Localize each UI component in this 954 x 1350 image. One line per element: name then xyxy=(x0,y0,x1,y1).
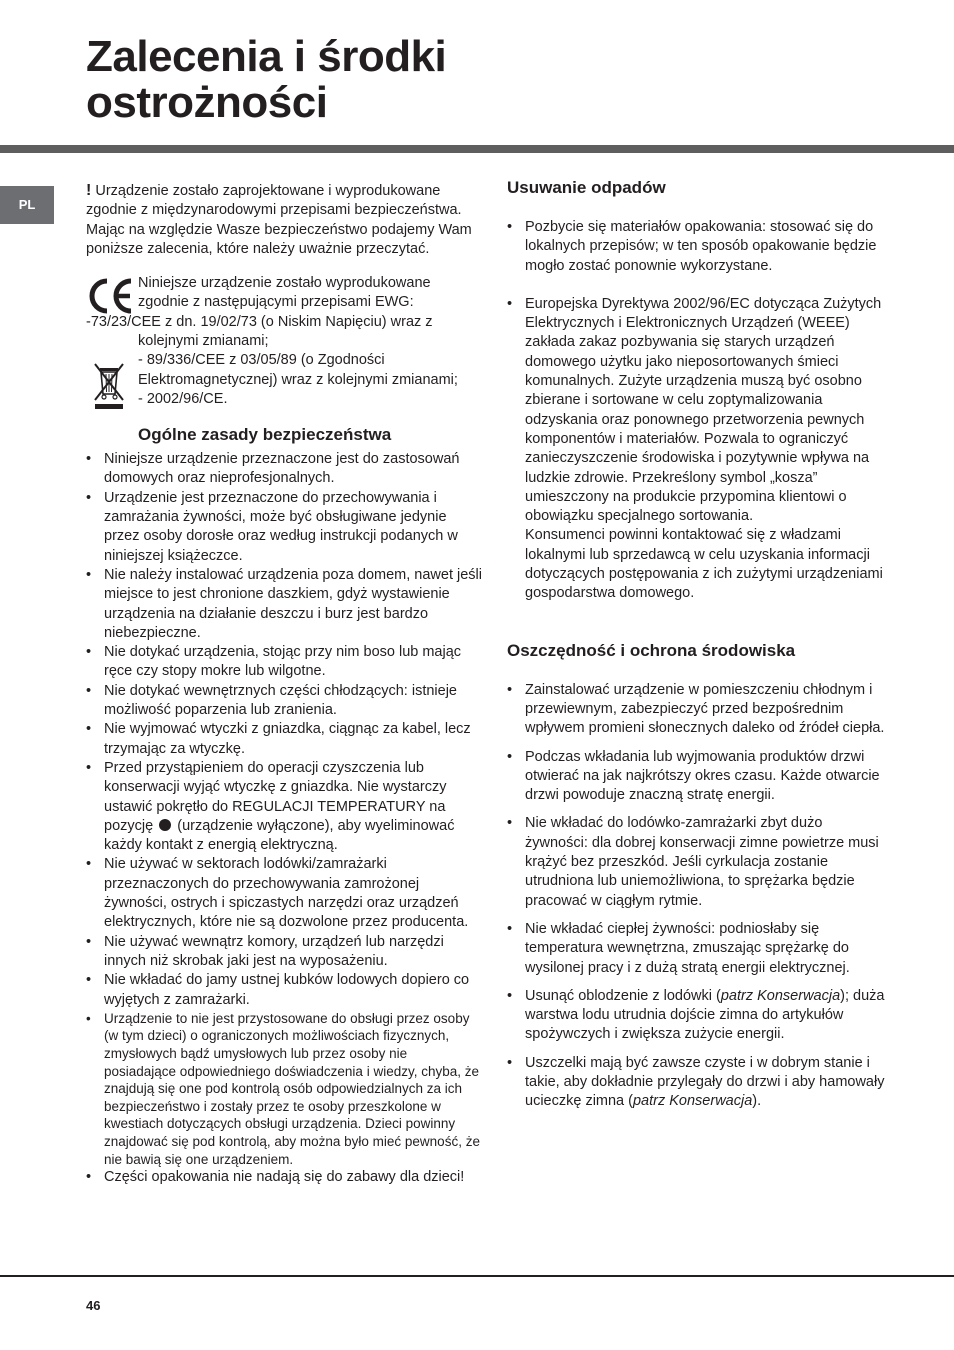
list-item xyxy=(507,1054,887,1112)
warning-mark: ! xyxy=(86,182,92,199)
compliance-line: zgodnie z następującymi przepisami EWG: xyxy=(138,294,414,311)
list-item-text: ). xyxy=(752,1093,762,1110)
list-item-text: Przed przystąpieniem do operacji czyszczenia lub konserwacji wyjąć wtyczkę z gniazdka. Nie wystarczy ustawić pokrętło do REGULACJI TEMPERATURY na pozycję xyxy=(104,759,447,834)
list-item: • Nie używać w sektorach lodówki/zamrażarki przeznaczonych do przechowywania zamrożonej żywności, ostrych i spiczastych narzędzi oraz urządzeń elektrycznych, które nie są dozwolone przez producenta. xyxy=(86,855,482,932)
list-item-text: Europejska Dyrektywa 2002/96/EC dotycząca Zużytych Elektrycznych i Elektronicznych Urządzeń (WEEE) zakłada zakaz pozbywania się starych urządzeń domowego użytku jako nieposortowanych śmieci komunalnych. Zużyte urządzenia muszą być osobno zbierane i sortowane w celu zoptymalizowania odzyskania oraz ponownego przetworzenia pewnych komponentów i materiałów. Pozwala to ograniczyć zanieczyszczenie środowiska i pozytywnie wpływa na ludzkie zdrowie. Przekreślony symbol „kosza” umieszczony na produkcie przypomina klientowi o obowiązku specjalnego sortowania. xyxy=(525,295,882,525)
compliance-line: -73/23/CEE z dn. 19/02/73 (o Niskim Napięciu) wraz z xyxy=(86,313,433,330)
cross-reference: patrz Konserwacja xyxy=(720,987,841,1004)
list-item: • Nie wkładać do lodówko-zamrażarki zbyt dużo żywności: dla dobrej konserwacji zimne powietrze musi krążyć bez przeszkód. Jeśli cyrkulacja zostanie utrudniona lub uniemożliwiona, to sprężarka będzie pracować w ciągłym rytmie. xyxy=(507,814,887,910)
list-item: • Podczas wkładania lub wyjmowania produktów drzwi otwierać na jak najkrótszy okres czasu. Każde otwarcie drzwi powoduje znaczną stratę energii. xyxy=(507,748,887,806)
header-divider xyxy=(0,145,954,153)
compliance-text xyxy=(86,274,482,409)
list-item xyxy=(507,295,887,604)
list-item: • Nie należy instalować urządzenia poza domem, nawet jeśli miejsce to jest chronione daszkiem, gdyż wystawienie urządzenia na działanie deszczu i burz jest bardzo niebezpieczne. xyxy=(86,566,482,643)
list-item xyxy=(507,987,887,1045)
page-number: 46 xyxy=(86,1298,101,1313)
off-position-icon xyxy=(159,819,171,831)
cross-reference: patrz Konserwacja xyxy=(632,1093,753,1110)
waste-heading: Usuwanie odpadów xyxy=(507,178,666,197)
compliance-line: Niniejsze urządzenie zostało wyprodukowane xyxy=(138,275,431,292)
list-item-text: Usunąć oblodzenie z lodówki ( xyxy=(525,987,721,1004)
crossed-out-bin-icon xyxy=(90,360,128,410)
right-column xyxy=(507,177,887,1121)
page-title xyxy=(86,34,446,126)
eco-heading: Oszczędność i ochrona środowiska xyxy=(507,640,796,660)
list-item: • Urządzenie jest przeznaczone do przechowywania i zamrażania żywności, może być obsługiwane jedynie przez osoby dorosłe oraz według instrukcji podanych w niniejszej książeczce. xyxy=(86,489,482,566)
list-item-text: (urządzenie wyłączone), aby wyeliminować każdy kontakt z energią elektryczną. xyxy=(104,817,455,854)
compliance-line: Elektromagnetycznej) wraz z kolejnymi zmianami; xyxy=(138,371,458,388)
compliance-line: - 2002/96/CE. xyxy=(138,390,228,407)
page-title-line-2: ostrożności xyxy=(86,78,328,127)
list-item: • Nie wyjmować wtyczki z gniazdka, ciągnąc za kabel, lecz trzymając za wtyczkę. xyxy=(86,720,482,759)
compliance-block xyxy=(86,274,482,412)
list-item: • Urządzenie to nie jest przystosowane do obsługi przez osoby (w tym dzieci) o ograniczonych możliwościach fizycznych, zmysłowych bądź umysłowych lub przez osoby nie posiadające odpowiedniego doświadczenia i wiedzy, chyba, że znajdują się one pod kontrolą osób odpowiedzialnych za ich bezpieczeństwo i zostały przez te osoby przeszkolone w kwestiach dotyczących obsługi urządzenia. Dzieci powinny znajdować się pod kontrolą, aby można było mieć pewność, że nie bawią się one urządzeniem. xyxy=(86,1010,482,1168)
general-safety-list xyxy=(86,450,482,1187)
list-item-text: Konsumenci powinni kontaktować się z władzami lokalnymi lub sprzedawcą w celu uzyskania informacji dotyczących postępowania z ich zużytymi urządzeniami gospodarstwa domowego. xyxy=(525,527,883,602)
compliance-line: - 89/336/CEE z 03/05/89 (o Zgodności xyxy=(138,352,385,369)
ce-mark-icon xyxy=(87,277,135,315)
list-item: • Pozbycie się materiałów opakowania: stosować się do lokalnych przepisów; w ten sposób opakowanie będzie mogło zostać ponownie wykorzystane. xyxy=(507,218,887,276)
list-item: • Nie dotykać wewnętrznych części chłodzących: istnieje możliwość poparzenia lub zranienia. xyxy=(86,682,482,721)
intro-paragraph xyxy=(86,181,482,259)
compliance-line: kolejnymi zmianami; xyxy=(138,333,269,350)
intro-text: Urządzenie zostało zaprojektowane i wyprodukowane zgodnie z międzynarodowymi przepisami bezpieczeństwa. Mając na względzie Wasze bezpieczeństwo podajemy Wam poniższe zalecenia, które należy uważnie przeczytać. xyxy=(86,183,472,257)
general-safety-heading: Ogólne zasady bezpieczeństwa xyxy=(138,425,392,445)
list-item: • Nie wkładać ciepłej żywności: podniosłaby się temperatura wewnętrzna, zmuszając sprężarkę do wysilonej pracy i z dużą stratą energii elektrycznej. xyxy=(507,920,887,978)
list-item: • Części opakowania nie nadają się do zabawy dla dzieci! xyxy=(86,1168,482,1187)
list-item-text: Uszczelki mają być zawsze czyste i w dobrym stanie i takie, aby dokładnie przylegały do drzwi i aby hamowały ucieczkę zimna ( xyxy=(525,1054,885,1110)
list-item: • Nie używać wewnątrz komory, urządzeń lub narzędzi innych niż skrobak jaki jest na wyposażeniu. xyxy=(86,933,482,972)
list-item: • Nie dotykać urządzenia, stojąc przy nim boso lub mając ręce czy stopy mokre lub wilgotne. xyxy=(86,643,482,682)
list-item: • Niniejsze urządzenie przeznaczone jest do zastosowań domowych oraz nieprofesjonalnych. xyxy=(86,450,482,489)
list-item xyxy=(86,759,482,855)
list-item: • Nie wkładać do jamy ustnej kubków lodowych dopiero co wyjętych z zamrażarki. xyxy=(86,971,482,1010)
waste-list xyxy=(507,218,887,604)
page-title-line-1: Zalecenia i środki xyxy=(86,32,447,81)
footer-divider xyxy=(0,1275,954,1277)
eco-list xyxy=(507,681,887,1112)
left-column xyxy=(86,181,482,1187)
list-item: • Zainstalować urządzenie w pomieszczeniu chłodnym i przewiewnym, zabezpieczyć przed bezpośrednim wpływem promieni słonecznych daleko od źródeł ciepła. xyxy=(507,681,887,739)
list-item-text: ); duża warstwa lodu utrudnia dojście zimna do artykułów spożywczych i zwiększa zużycie energii. xyxy=(525,987,885,1043)
language-tab: PL xyxy=(0,186,54,224)
